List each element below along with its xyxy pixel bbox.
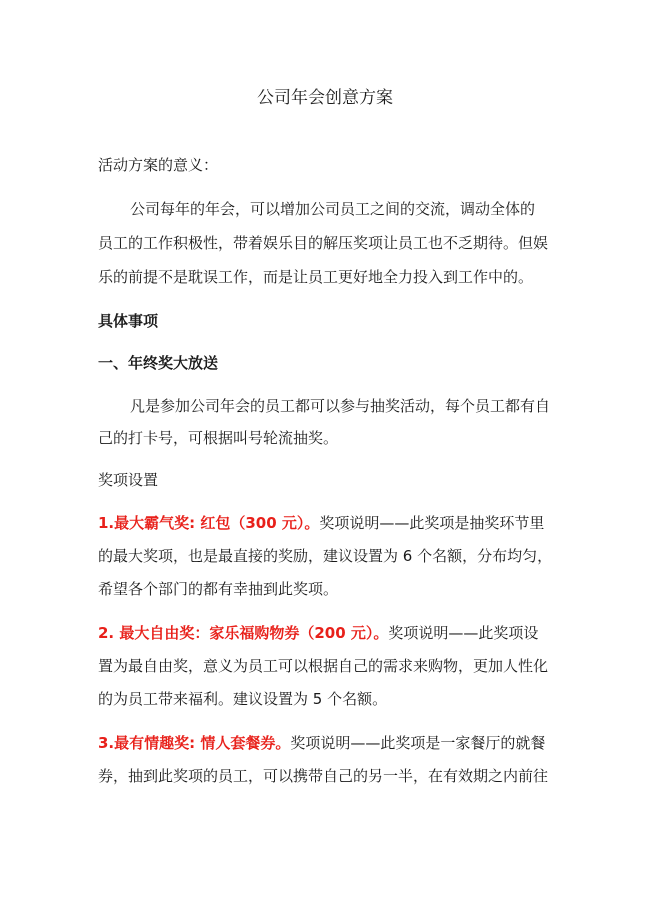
meaning-line-1: 公司每年的年会，可以增加公司员工之间的交流，调动全体的 xyxy=(130,200,536,218)
prize-2-title: 2. 最大自由奖：家乐福购物券（200 元）。 xyxy=(98,624,389,642)
prize-2-desc-first: 奖项说明——此奖项设 xyxy=(388,624,539,642)
prize-2-first-line xyxy=(98,623,538,643)
prize-1-title: 1.最大霸气奖: 红包（300 元）。 xyxy=(98,514,320,532)
meaning-line-3: 乐的前提不是耽误工作，而是让员工更好地全力投入到工作中的。 xyxy=(98,268,534,286)
meaning-line-2: 员工的工作积极性，带着娱乐目的解压奖项让员工也不乏期待。但娱 xyxy=(98,234,549,252)
details-heading: 具体事项 xyxy=(98,312,159,330)
prize-3-title: 3.最有情趣奖: 情人套餐券。 xyxy=(98,734,291,752)
prize-2-line-2: 置为最自由奖，意义为员工可以根据自己的需求来购物，更加人性化 xyxy=(98,657,549,675)
prize-1-desc-first: 奖项说明——此奖项是抽奖环节里 xyxy=(319,514,545,532)
prize-setup-heading: 奖项设置 xyxy=(98,471,159,489)
meaning-heading: 活动方案的意义： xyxy=(98,156,219,174)
prize-1-first-line xyxy=(98,513,544,533)
section1-line-1: 凡是参加公司年会的员工都可以参与抽奖活动，每个员工都有自 xyxy=(130,397,551,415)
prize-1-line-3: 希望各个部门的都有幸抽到此奖项。 xyxy=(98,580,339,598)
prize-1-line-2: 的最大奖项，也是最直接的奖励，建议设置为 6 个名额，分布均匀， xyxy=(98,547,553,565)
section1-line-2: 己的打卡号，可根据叫号轮流抽奖。 xyxy=(98,429,339,447)
prize-3-first-line xyxy=(98,733,545,753)
prize-3-line-2: 券，抽到此奖项的员工，可以携带自己的另一半，在有效期之内前往 xyxy=(98,767,549,785)
page-title: 公司年会创意方案 xyxy=(257,88,393,108)
prize-2-line-3: 的为员工带来福利。建议设置为 5 个名额。 xyxy=(98,690,388,708)
prize-3-desc-first: 奖项说明——此奖项是一家餐厅的就餐 xyxy=(290,734,546,752)
section1-heading: 一、年终奖大放送 xyxy=(98,354,219,372)
